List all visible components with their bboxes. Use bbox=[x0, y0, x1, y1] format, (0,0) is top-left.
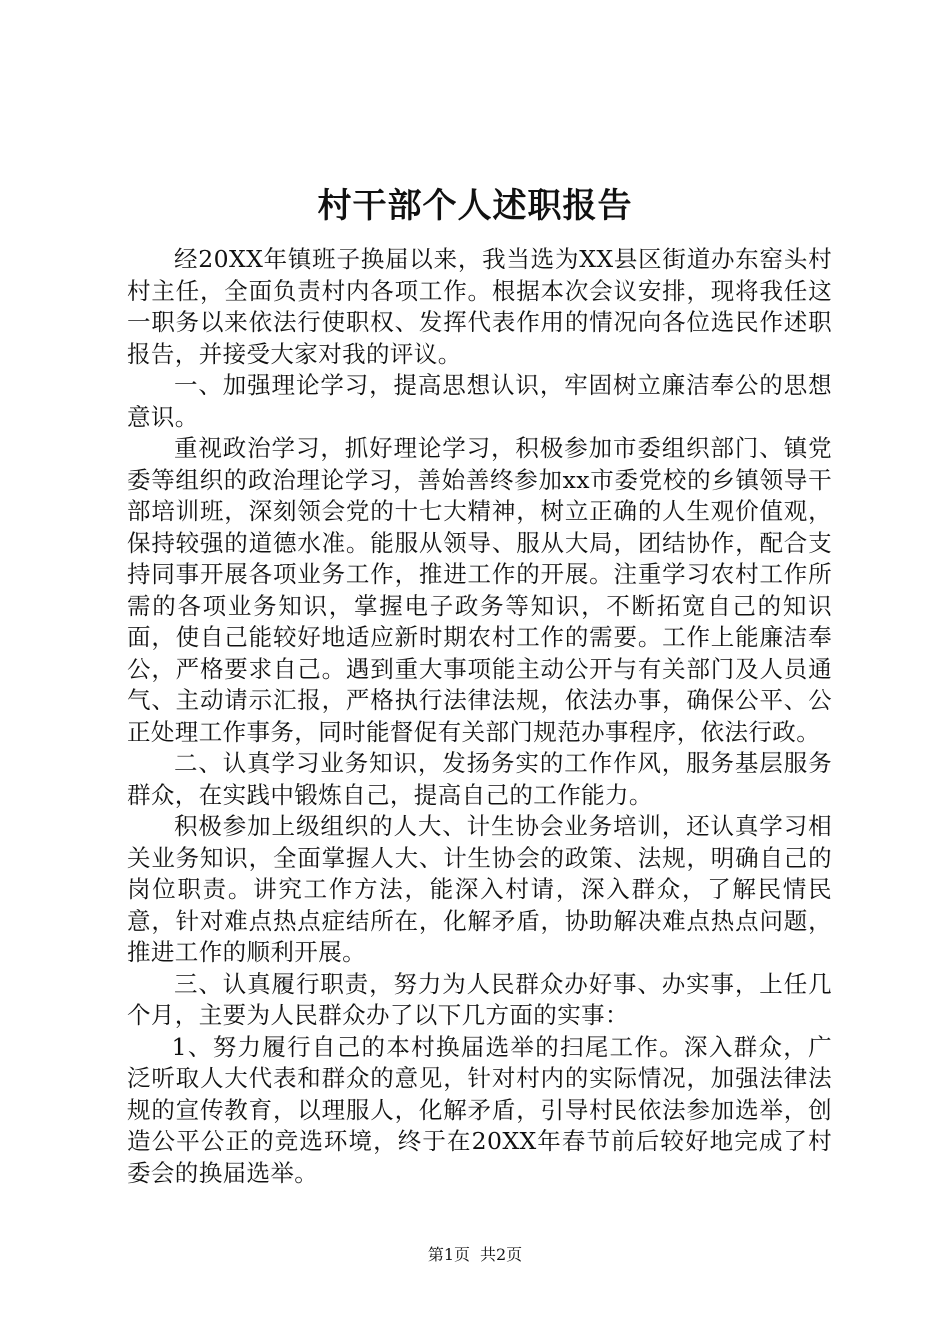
document-body bbox=[127, 244, 832, 1189]
paragraph-heading-3: 三、认真履行职责，努力为人民群众办好事、办实事，上任几个月，主要为人民群众办了以下几方面的实事： bbox=[127, 969, 832, 1029]
page-total: 共2页 bbox=[480, 1245, 523, 1264]
paragraph-section-1: 重视政治学习，抓好理论学习，积极参加市委组织部门、镇党委等组织的政治理论学习，善始善终参加xx市委党校的乡镇领导干部培训班，深刻领会党的十七大精神，树立正确的人生观价值观，保持较强的道德水准。能服从领导、服从大局，团结协作，配合支持同事开展各项业务工作，推进工作的开展。注重学习农村工作所需的各项业务知识，掌握电子政务等知识，不断拓宽自己的知识面，使自己能较好地适应新时期农村工作的需要。工作上能廉洁奉公，严格要求自己。遇到重大事项能主动公开与有关部门及人员通气、主动请示汇报，严格执行法律法规，依法办事，确保公平、公正处理工作事务，同时能督促有关部门规范办事程序，依法行政。 bbox=[127, 434, 832, 746]
page-number: 第1页 bbox=[427, 1245, 470, 1264]
paragraph-heading-2: 二、认真学习业务知识，发扬务实的工作作风，服务基层服务群众，在实践中锻炼自己，提高自己的工作能力。 bbox=[127, 749, 832, 809]
paragraph-heading-1: 一、加强理论学习，提高思想认识，牢固树立廉洁奉公的思想意识。 bbox=[127, 371, 832, 431]
paragraph-intro: 经20XX年镇班子换届以来，我当选为XX县区街道办东窑头村村主任，全面负责村内各项工作。根据本次会议安排，现将我任这一职务以来依法行使职权、发挥代表作用的情况向各位选民作述职报告，并接受大家对我的评议。 bbox=[127, 245, 832, 368]
paragraph-item-1: 1、努力履行自己的本村换届选举的扫尾工作。深入群众，广泛听取人大代表和群众的意见，针对村内的实际情况，加强法律法规的宣传教育，以理服人，化解矛盾，引导村民依法参加选举，创造公平公正的竞选环境，终于在20XX年春节前后较好地完成了村委会的换届选举。 bbox=[127, 1032, 832, 1187]
document-title: 村干部个人述职报告 bbox=[317, 186, 633, 226]
paragraph-section-2: 积极参加上级组织的人大、计生协会业务培训，还认真学习相关业务知识，全面掌握人大、计生协会的政策、法规，明确自己的岗位职责。讲究工作方法，能深入村请，深入群众，了解民情民意，针对难点热点症结所在，化解矛盾，协助解决难点热点问题，推进工作的顺利开展。 bbox=[127, 812, 832, 966]
page-footer bbox=[0, 1244, 950, 1266]
